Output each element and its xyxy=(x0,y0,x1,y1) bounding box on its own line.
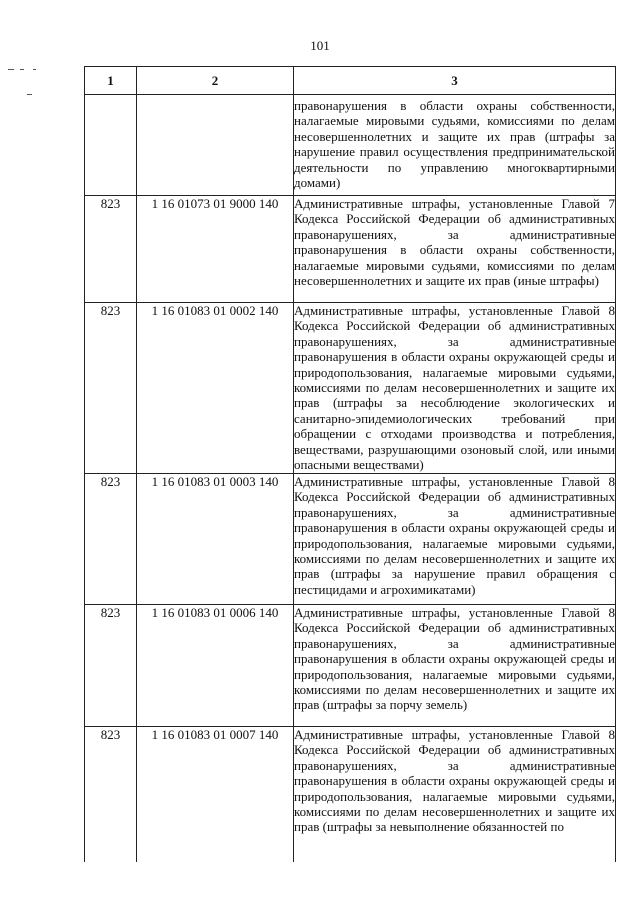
budget-code-cell: 1 16 01083 01 0006 140 xyxy=(137,605,294,727)
budget-code-cell: 1 16 01083 01 0007 140 xyxy=(137,727,294,862)
margin-mark xyxy=(20,69,24,70)
description-cell: Административные штрафы, установленные Главой 8 Кодекса Российской Федерации об административных правонарушениях, за административные правонарушения в области охраны окружающей среды и природопользования, налагаемые мировыми судьями, комиссиями по делам несовершеннолетних и защите их прав (штрафы за порчу земель) xyxy=(294,605,616,727)
admin-code-cell: 823 xyxy=(85,727,137,862)
budget-codes-table xyxy=(84,66,616,862)
table-row xyxy=(85,727,616,862)
budget-code-cell: 1 16 01083 01 0002 140 xyxy=(137,303,294,474)
description-cell: правонарушения в области охраны собственности, налагаемые мировыми судьями, комиссиями по делам несовершеннолетних и защите их прав (штрафы за нарушение правил осуществления предпринимательской деятельности по управлению многоквартирными домами) xyxy=(294,95,616,196)
table-row xyxy=(85,196,616,303)
table-row xyxy=(85,95,616,196)
budget-code-cell: 1 16 01083 01 0003 140 xyxy=(137,474,294,605)
budget-code-cell xyxy=(137,95,294,196)
column-header-1: 1 xyxy=(85,67,137,95)
description-cell: Административные штрафы, установленные Главой 8 Кодекса Российской Федерации об административных правонарушениях, за административные правонарушения в области охраны окружающей среды и природопользования, налагаемые мировыми судьями, комиссиями по делам несовершеннолетних и защите их прав (штрафы за несоблюдение экологических и санитарно-эпидемиологических требований при обращении с отходами производства и потребления, веществами, разрушающими озоновый слой, или иными опасными веществами) xyxy=(294,303,615,473)
description-cell: Административные штрафы, установленные Главой 8 Кодекса Российской Федерации об административных правонарушениях, за административные правонарушения в области охраны окружающей среды и природопользования, налагаемые мировыми судьями, комиссиями по делам несовершеннолетних и защите их прав (штрафы за нарушение правил обращения с пестицидами и агрохимикатами) xyxy=(294,474,616,605)
admin-code-cell: 823 xyxy=(85,196,137,303)
description-cell: Административные штрафы, установленные Главой 8 Кодекса Российской Федерации об административных правонарушениях, за административные правонарушения в области охраны окружающей среды и природопользования, налагаемые мировыми судьями, комиссиями по делам несовершеннолетних и защите их прав (штрафы за невыполнение обязанностей по xyxy=(294,727,616,862)
table-header-row xyxy=(85,67,616,95)
admin-code-cell: 823 xyxy=(85,605,137,727)
table-row xyxy=(85,303,616,474)
column-header-3: 3 xyxy=(294,67,616,95)
margin-mark xyxy=(8,69,14,70)
margin-mark xyxy=(27,94,32,95)
admin-code-cell: 823 xyxy=(85,474,137,605)
table-row xyxy=(85,474,616,605)
table-row xyxy=(85,605,616,727)
column-header-2: 2 xyxy=(137,67,294,95)
admin-code-cell xyxy=(85,95,137,196)
admin-code-cell: 823 xyxy=(85,303,137,474)
description-cell: Административные штрафы, установленные Главой 7 Кодекса Российской Федерации об административных правонарушениях, за административные правонарушения в области охраны собственности, налагаемые мировыми судьями, комиссиями по делам несовершеннолетних и защите их прав (иные штрафы) xyxy=(294,196,616,303)
budget-code-cell: 1 16 01073 01 9000 140 xyxy=(137,196,294,303)
page-number: 101 xyxy=(310,38,330,53)
margin-mark xyxy=(33,69,36,70)
